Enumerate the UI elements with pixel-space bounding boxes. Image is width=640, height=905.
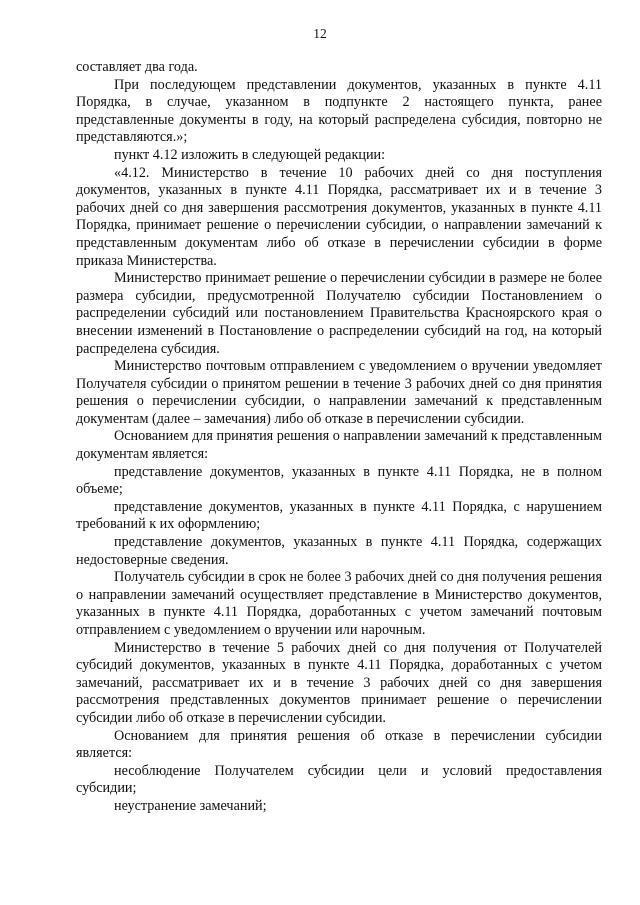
list-item: представление документов, указанных в пункте 4.11 Порядка, содержащих недостоверные сведения. (76, 534, 602, 568)
document-body (76, 59, 602, 816)
paragraph: Основанием для принятия решения о направлении замечаний к представленным документам является: (76, 428, 602, 463)
list-item: представление документов, указанных в пункте 4.11 Порядка, с нарушением требований к их оформлению; (76, 498, 602, 533)
paragraph: Министерство принимает решение о перечислении субсидии в размере не более размера субсидии, предусмотренной Получателю субсидии Постановлением о распределении субсидий или постановлением Правительства Красноярского края о внесении изменений в Постановление о распределении субсидий на год, на который распределена субсидия. (76, 270, 602, 357)
paragraph: Министерство в течение 5 рабочих дней со дня получения от Получателей субсидий документов, указанных в пункте 4.11 Порядка, доработанных с учетом замечаний, рассматривает их и в течение 3 рабочих дней со дня завершения рассмотрения представленных документов принимает решение о перечислении субсидии либо об отказе в перечислении субсидии. (76, 639, 602, 726)
paragraph: «4.12. Министерство в течение 10 рабочих дней со дня поступления документов, указанных в пункте 4.11 Порядка, рассматривает их и в течение 3 рабочих дней со дня завершения рассмотрения документов, указанных в пункте 4.11 Порядка, принимает решение о перечислении субсидии, о направлении замечаний к представленным документам либо об отказе в перечислении субсидии в форме приказа Министерства. (76, 164, 602, 269)
paragraph: При последующем представлении документов, указанных в пункте 4.11 Порядка, в случае, указанном в подпункте 2 настоящего пункта, ранее представленные документы в году, на который распределена субсидия, повторно не представляются.»; (76, 76, 602, 146)
paragraph: Получатель субсидии в срок не более 3 рабочих дней со дня получения решения о направлении замечаний осуществляет представление в Министерство документов, указанных в пункте 4.11 Порядка, доработанных с учетом замечаний почтовым отправлением с уведомлением о вручении или нарочным. (76, 569, 602, 638)
list-item: несоблюдение Получателем субсидии цели и условий предоставления субсидии; (76, 762, 602, 797)
list-item: неустранение замечаний; (114, 797, 267, 814)
paragraph-continuation: составляет два года. (76, 59, 198, 75)
page-number: 12 (313, 26, 327, 41)
paragraph: пункт 4.12 изложить в следующей редакции: (114, 146, 386, 163)
list-item: представление документов, указанных в пункте 4.11 Порядка, не в полном объеме; (76, 463, 602, 498)
paragraph: Министерство почтовым отправлением с уведомлением о вручении уведомляет Получателя субсидии о принятом решении в течение 3 рабочих дней со дня принятия решения о перечислении субсидии, о направлении замечаний к представленным документам (далее – замечания) либо об отказе в перечислении субсидии. (76, 358, 602, 427)
paragraph: Основанием для принятия решения об отказе в перечислении субсидии является: (76, 727, 602, 762)
